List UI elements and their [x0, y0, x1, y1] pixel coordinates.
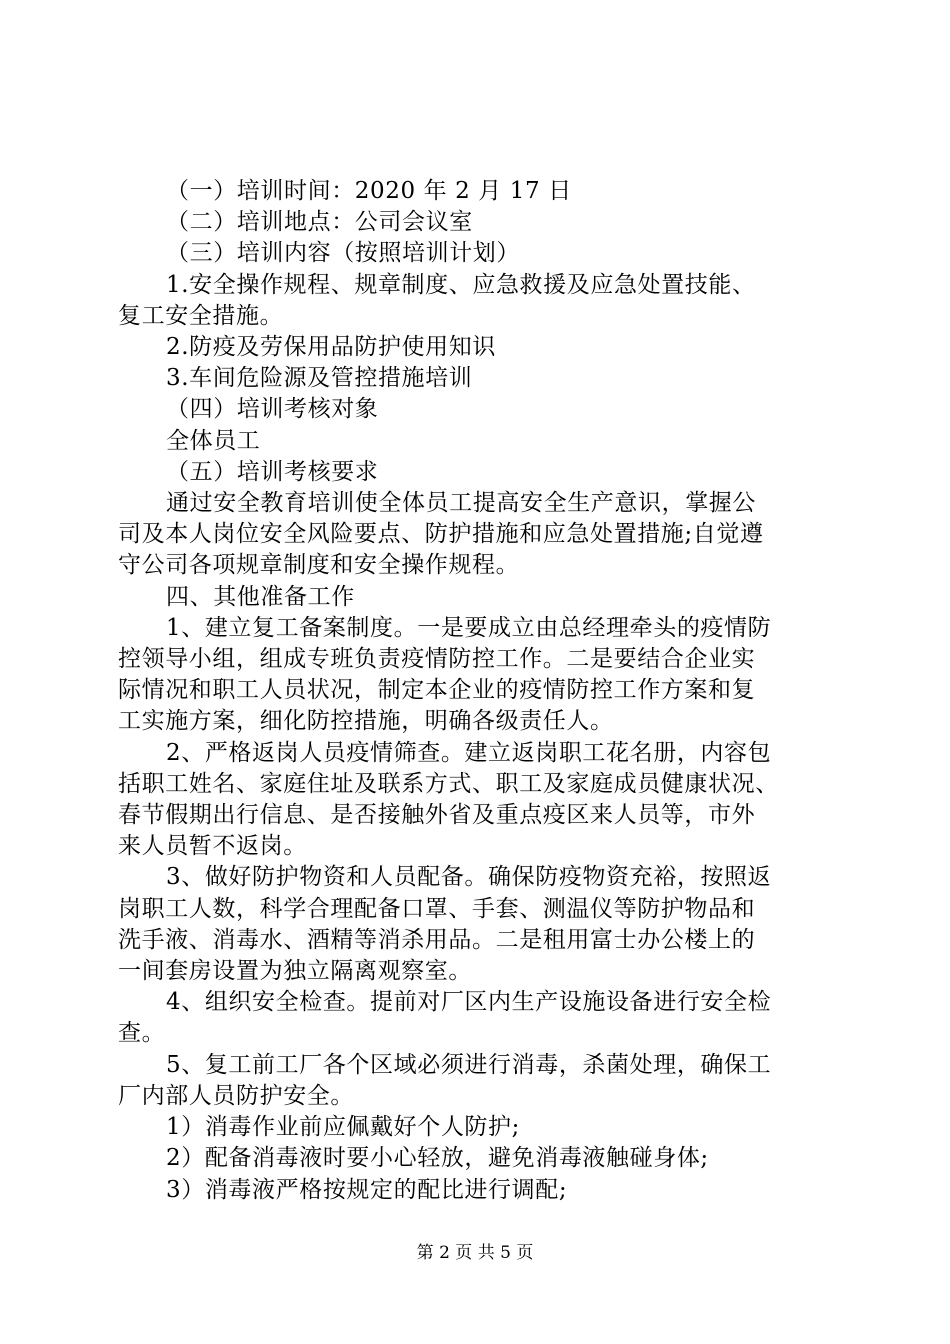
page-footer: 第 2 页 共 5 页 [416, 1243, 534, 1263]
document-body [118, 176, 838, 1206]
list-item: 2）配备消毒液时要小心轻放，避免消毒液触碰身体; [166, 1145, 709, 1172]
paragraph-line: 查。 [118, 1020, 166, 1047]
paragraph-line: 5、复工前工厂各个区域必须进行消毒，杀菌处理，确保工 [166, 1051, 772, 1078]
paragraph-line: 3、做好防护物资和人员配备。确保防疫物资充裕，按照返 [166, 864, 772, 891]
paragraph-line: 春节假期出行信息、是否接触外省及重点疫区来人员等，市外 [118, 802, 756, 829]
heading-assessment-target: （四）培训考核对象 [166, 396, 379, 423]
heading-training-content: （三）培训内容（按照培训计划） [166, 240, 520, 267]
paragraph-line: 1、建立复工备案制度。一是要成立由总经理牵头的疫情防 [166, 614, 772, 641]
paragraph-line: 一间套房设置为独立隔离观察室。 [118, 958, 472, 985]
paragraph-line: 复工安全措施。 [118, 302, 284, 329]
paragraph-line: 际情况和职工人员状况，制定本企业的疫情防控工作方案和复 [118, 677, 756, 704]
heading-training-location: （二）培训地点：公司会议室 [166, 209, 473, 236]
paragraph-line: 工实施方案，细化防控措施，明确各级责任人。 [118, 708, 614, 735]
paragraph-line: 3.车间危险源及管控措施培训 [166, 365, 473, 392]
paragraph-line: 2.防疫及劳保用品防护使用知识 [166, 334, 496, 361]
paragraph-line: 全体员工 [166, 427, 261, 454]
paragraph-line: 司及本人岗位安全风险要点、防护措施和应急处置措施;自觉遵 [118, 521, 764, 548]
heading-training-time: （一）培训时间：2020 年 2 月 17 日 [166, 178, 572, 204]
paragraph-line: 控领导小组，组成专班负责疫情防控工作。二是要结合企业实 [118, 646, 756, 673]
paragraph-line: 厂内部人员防护安全。 [118, 1082, 354, 1109]
paragraph-line: 通过安全教育培训使全体员工提高安全生产意识，掌握公 [166, 490, 756, 517]
list-item: 3）消毒液严格按规定的配比进行调配; [166, 1176, 568, 1203]
section-heading-other-preparations: 四、其他准备工作 [166, 583, 355, 610]
paragraph-line: 守公司各项规章制度和安全操作规程。 [118, 552, 520, 579]
list-item: 1）消毒作业前应佩戴好个人防护; [166, 1114, 520, 1141]
paragraph-line: 岗职工人数，科学合理配备口罩、手套、测温仪等防护物品和 [118, 895, 756, 922]
paragraph-line: 括职工姓名、家庭住址及联系方式、职工及家庭成员健康状况、 [118, 770, 779, 797]
paragraph-line: 来人员暂不返岗。 [118, 833, 307, 860]
paragraph-line: 1.安全操作规程、规章制度、应急救援及应急处置技能、 [166, 271, 756, 298]
paragraph-line: 洗手液、消毒水、酒精等消杀用品。二是租用富士办公楼上的 [118, 926, 756, 953]
paragraph-line: 2、严格返岗人员疫情筛查。建立返岗职工花名册，内容包 [166, 739, 772, 766]
paragraph-line: 4、组织安全检查。提前对厂区内生产设施设备进行安全检 [166, 989, 772, 1016]
heading-assessment-requirements: （五）培训考核要求 [166, 458, 379, 485]
